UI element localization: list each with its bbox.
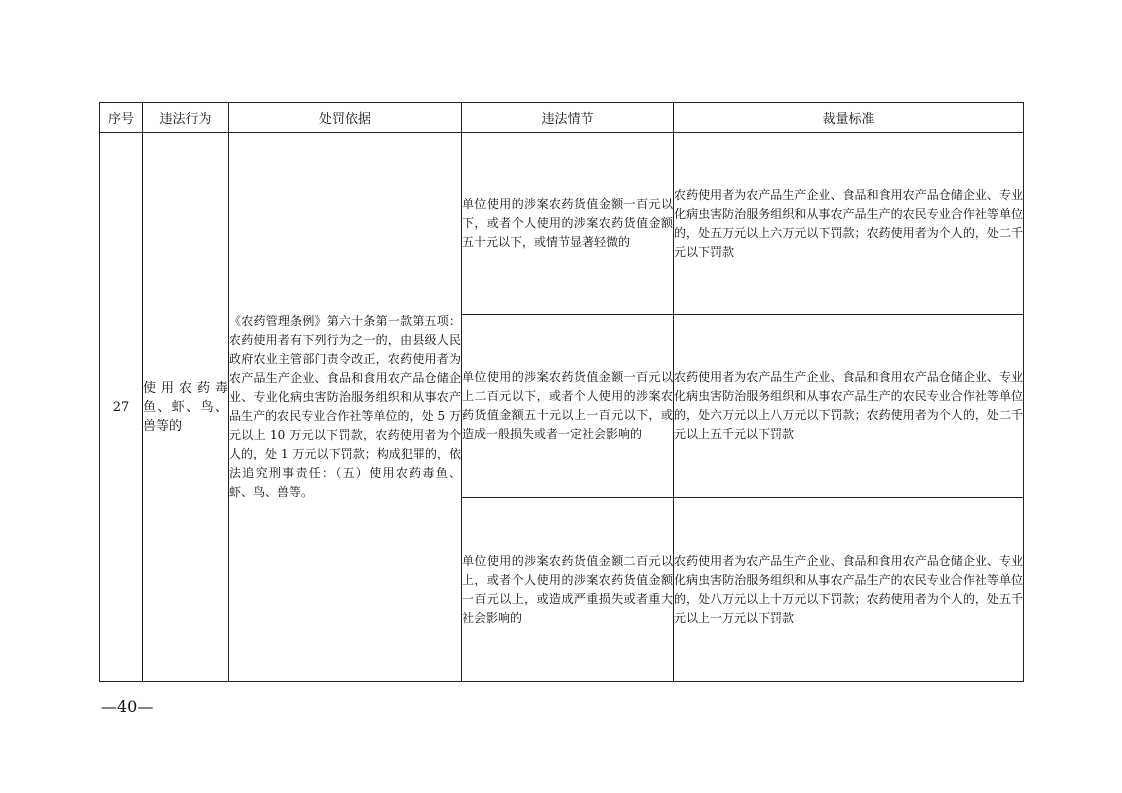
- penalty-table: [99, 102, 1024, 682]
- page-number: —40—: [101, 697, 154, 716]
- header-row: [100, 103, 1024, 133]
- entry-index: 27: [100, 133, 143, 682]
- circumstance-cell: 单位使用的涉案农药货值金额一百元以上二百元以下，或者个人使用的涉案农药货值金额五十元以上一百元以下，或造成一般损失或者一定社会影响的: [462, 315, 674, 498]
- header-circumstance: 违法情节: [462, 103, 674, 133]
- header-basis: 处罚依据: [229, 103, 462, 133]
- circumstance-cell: 单位使用的涉案农药货值金额二百元以上，或者个人使用的涉案农药货值金额一百元以上，或造成严重损失或者重大社会影响的: [462, 498, 674, 682]
- table-row: [100, 133, 1024, 315]
- header-index: 序号: [100, 103, 143, 133]
- header-standard: 裁量标准: [674, 103, 1024, 133]
- circumstance-cell: 单位使用的涉案农药货值金额一百元以下，或者个人使用的涉案农药货值金额五十元以下，或情节显著轻微的: [462, 133, 674, 315]
- entry-basis: 《农药管理条例》第六十条第一款第五项：农药使用者有下列行为之一的，由县级人民政府农业主管部门责令改正，农药使用者为农产品生产企业、食品和食用农产品仓储企业、专业化病虫害防治服务组织和从事农产品生产的农民专业合作社等单位的，处 5 万元以上 10 万元以下罚款，农药使用者为个人的，处 1 万元以下罚款；构成犯罪的，依法追究刑事责任：（五）使用农药毒鱼、虾、鸟、兽等。: [229, 133, 462, 682]
- header-act: 违法行为: [143, 103, 229, 133]
- standard-cell: 农药使用者为农产品生产企业、食品和食用农产品仓储企业、专业化病虫害防治服务组织和从事农产品生产的农民专业合作社等单位的，处六万元以上八万元以下罚款；农药使用者为个人的，处二千元以上五千元以下罚款: [674, 315, 1024, 498]
- entry-act: 使用农药毒鱼、虾、鸟、兽等的: [143, 133, 229, 682]
- standard-cell: 农药使用者为农产品生产企业、食品和食用农产品仓储企业、专业化病虫害防治服务组织和从事农产品生产的农民专业合作社等单位的，处八万元以上十万元以下罚款；农药使用者为个人的，处五千元以上一万元以下罚款: [674, 498, 1024, 682]
- standard-cell: 农药使用者为农产品生产企业、食品和食用农产品仓储企业、专业化病虫害防治服务组织和从事农产品生产的农民专业合作社等单位的，处五万元以上六万元以下罚款；农药使用者为个人的，处二千元以下罚款: [674, 133, 1024, 315]
